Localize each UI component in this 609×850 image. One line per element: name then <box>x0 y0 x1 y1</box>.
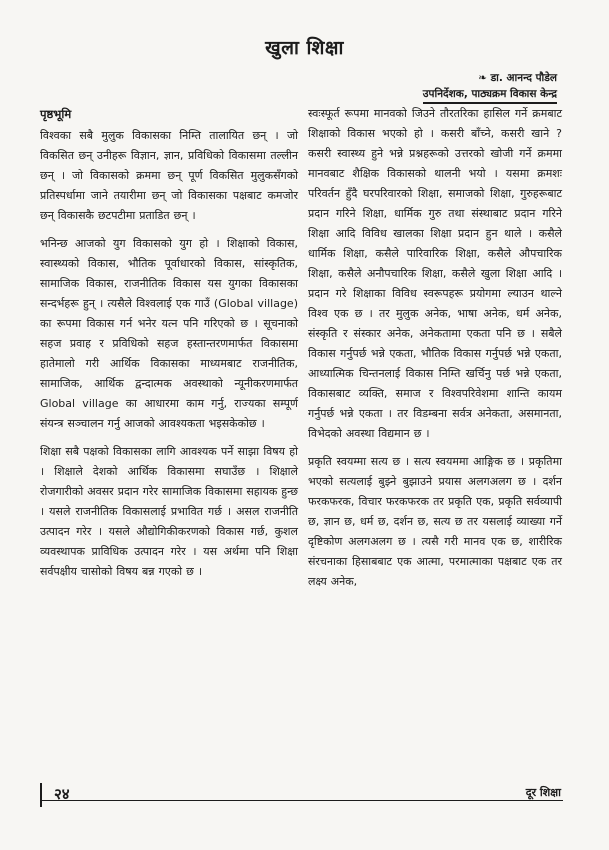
paragraph: स्वःस्फूर्त रूपमा मानवको जिउने तौरतरिका हासिल गर्ने क्रमबाट शिक्षाको विकास भएको हो । कसरी बाँच्ने, कसरी खाने ? कसरी स्वास्थ्य हुने भन्ने प्रश्नहरूको उत्तरको खोजी गर्ने क्रममा मानवबाट शैक्षिक विकासको थालनी भयो । यसमा क्रमशः परिवर्तन हुँदै घरपरिवारको शिक्षा, समाजको शिक्षा, गुरुहरूबाट प्रदान गरिने शिक्षा, धार्मिक गुरु तथा संस्थाबाट प्रदान गरिने शिक्षा आदि विविध खालका शिक्षा प्रदान हुन थाले । कसैले धार्मिक शिक्षा, कसैले पारिवारिक शिक्षा, कसैले औपचारिक शिक्षा, कसैले अनौपचारिक शिक्षा, कसैले खुला शिक्षा आदि । प्रदान गरे शिक्षाका विविध स्वरूपहरू प्रयोगमा ल्याउन थाल्ने विश्व एक छ । तर मुलुक अनेक, भाषा अनेक, धर्म अनेक, संस्कृति र संस्कार अनेक, अनेकतामा एकता पनि छ । सबैले विकास गर्नुपर्छ भन्ने एकता, भौतिक विकास गर्नुपर्छ भन्ने एकता, आध्यात्मिक चिन्तनलाई विकास निम्ति खर्चिनु पर्छ भन्ने एकता, विकासबाट व्यक्ति, समाज र विश्वपरिवेशमा शान्ति कायम गर्नुपर्छ भन्ने एकता । तर विडम्बना सर्वत्र अनेकता, असमानता, विभेदको अवस्था विद्यमान छ । <box>308 107 562 440</box>
paragraph: विश्वका सबै मुलुक विकासका निम्ति तालायित छन् । जो विकसित छन् उनीहरू विज्ञान, ज्ञान, प्रविधिको विकासमा तल्लीन छन् । जो विकासको क्रममा छन् पूर्ण विकसित मुलुकसँगको प्रतिस्पर्धामा जाने तयारीमा छन् जो विकासका पक्षबाट कमजोर छन् विकासकै छटपटीमा प्रताडित छन् । <box>40 129 298 222</box>
author-role: उपनिर्देशक, पाठ्यक्रम विकास केन्द्र <box>423 88 557 104</box>
author-name: ❧ डा. आनन्द पौडेल <box>478 72 557 84</box>
footer-rule <box>40 800 563 801</box>
right-column <box>308 104 562 600</box>
left-column <box>40 104 298 590</box>
section-heading: पृष्ठभूमि <box>40 107 72 121</box>
byline <box>347 70 557 102</box>
page-number: २४ <box>40 783 70 807</box>
article-title: खुला शिक्षा <box>265 37 344 59</box>
paragraph: प्रकृति स्वयम्मा सत्य छ । सत्य स्वयममा आङ्गिक छ । प्रकृतिमा भएको सत्यलाई बुझ्ने बुझाउने प्रयास अलगअलग छ । दर्शन फरकफरक, विचार फरकफरक तर प्रकृति एक, प्रकृति सर्वव्यापी छ, ज्ञान छ, धर्म छ, दर्शन छ, सत्य छ तर यसलाई व्याख्या गर्ने दृष्टिकोण अलगअलग छ । त्यसै गरी मानव एक छ, शारीरिक संरचनाका हिसाबबाट एक आत्मा, परमात्माका पक्षबाट एक तर लक्ष्य अनेक, <box>308 455 562 588</box>
publication-name: दूर शिक्षा <box>525 786 561 799</box>
paragraph: शिक्षा सबै पक्षको विकासका लागि आवश्यक पर्ने साझा विषय हो । शिक्षाले देशको आर्थिक विकासमा सघाउँछ । शिक्षाले रोजगारीको अवसर प्रदान गरेर सामाजिक विकासमा सहायक हुन्छ । यसले राजनीतिक विकासलाई प्रभावित गर्छ । असल राजनीति उत्पादन गरेर । यसले औद्योगिकीकरणको विकास गर्छ, कुशल व्यवस्थापक प्राविधिक उत्पादन गरेर । यस अर्थमा पनि शिक्षा सर्वपक्षीय चासोको विषय बन्न गएको छ । <box>40 445 298 578</box>
paragraph: भनिन्छ आजको युग विकासको युग हो । शिक्षाको विकास, स्वास्थ्यको विकास, भौतिक पूर्वाधारको विकास, सांस्कृतिक, सामाजिक विकास, राजनीतिक विकास यस युगका विकासका सन्दर्भहरू हुन् । त्यसैले विश्वलाई एक गाउँ (Global village) का रूपमा विकास गर्न भनेर यत्न पनि गरिएको छ । सूचनाको सहज प्रवाह र प्रविधिको सहज हस्तान्तरणमार्फत विकासमा हातेमालो गरी आर्थिक विकासका माध्यमबाट राजनीतिक, सामाजिक, आर्थिक द्वन्दात्मक अवस्थाको न्यूनीकरणमार्फत Global village का आधारमा काम गर्नु, राज्यका सम्पूर्ण संयन्त्र सञ्चालन गर्नु आजको आवश्यकता भइसकेकोछ । <box>40 237 298 430</box>
